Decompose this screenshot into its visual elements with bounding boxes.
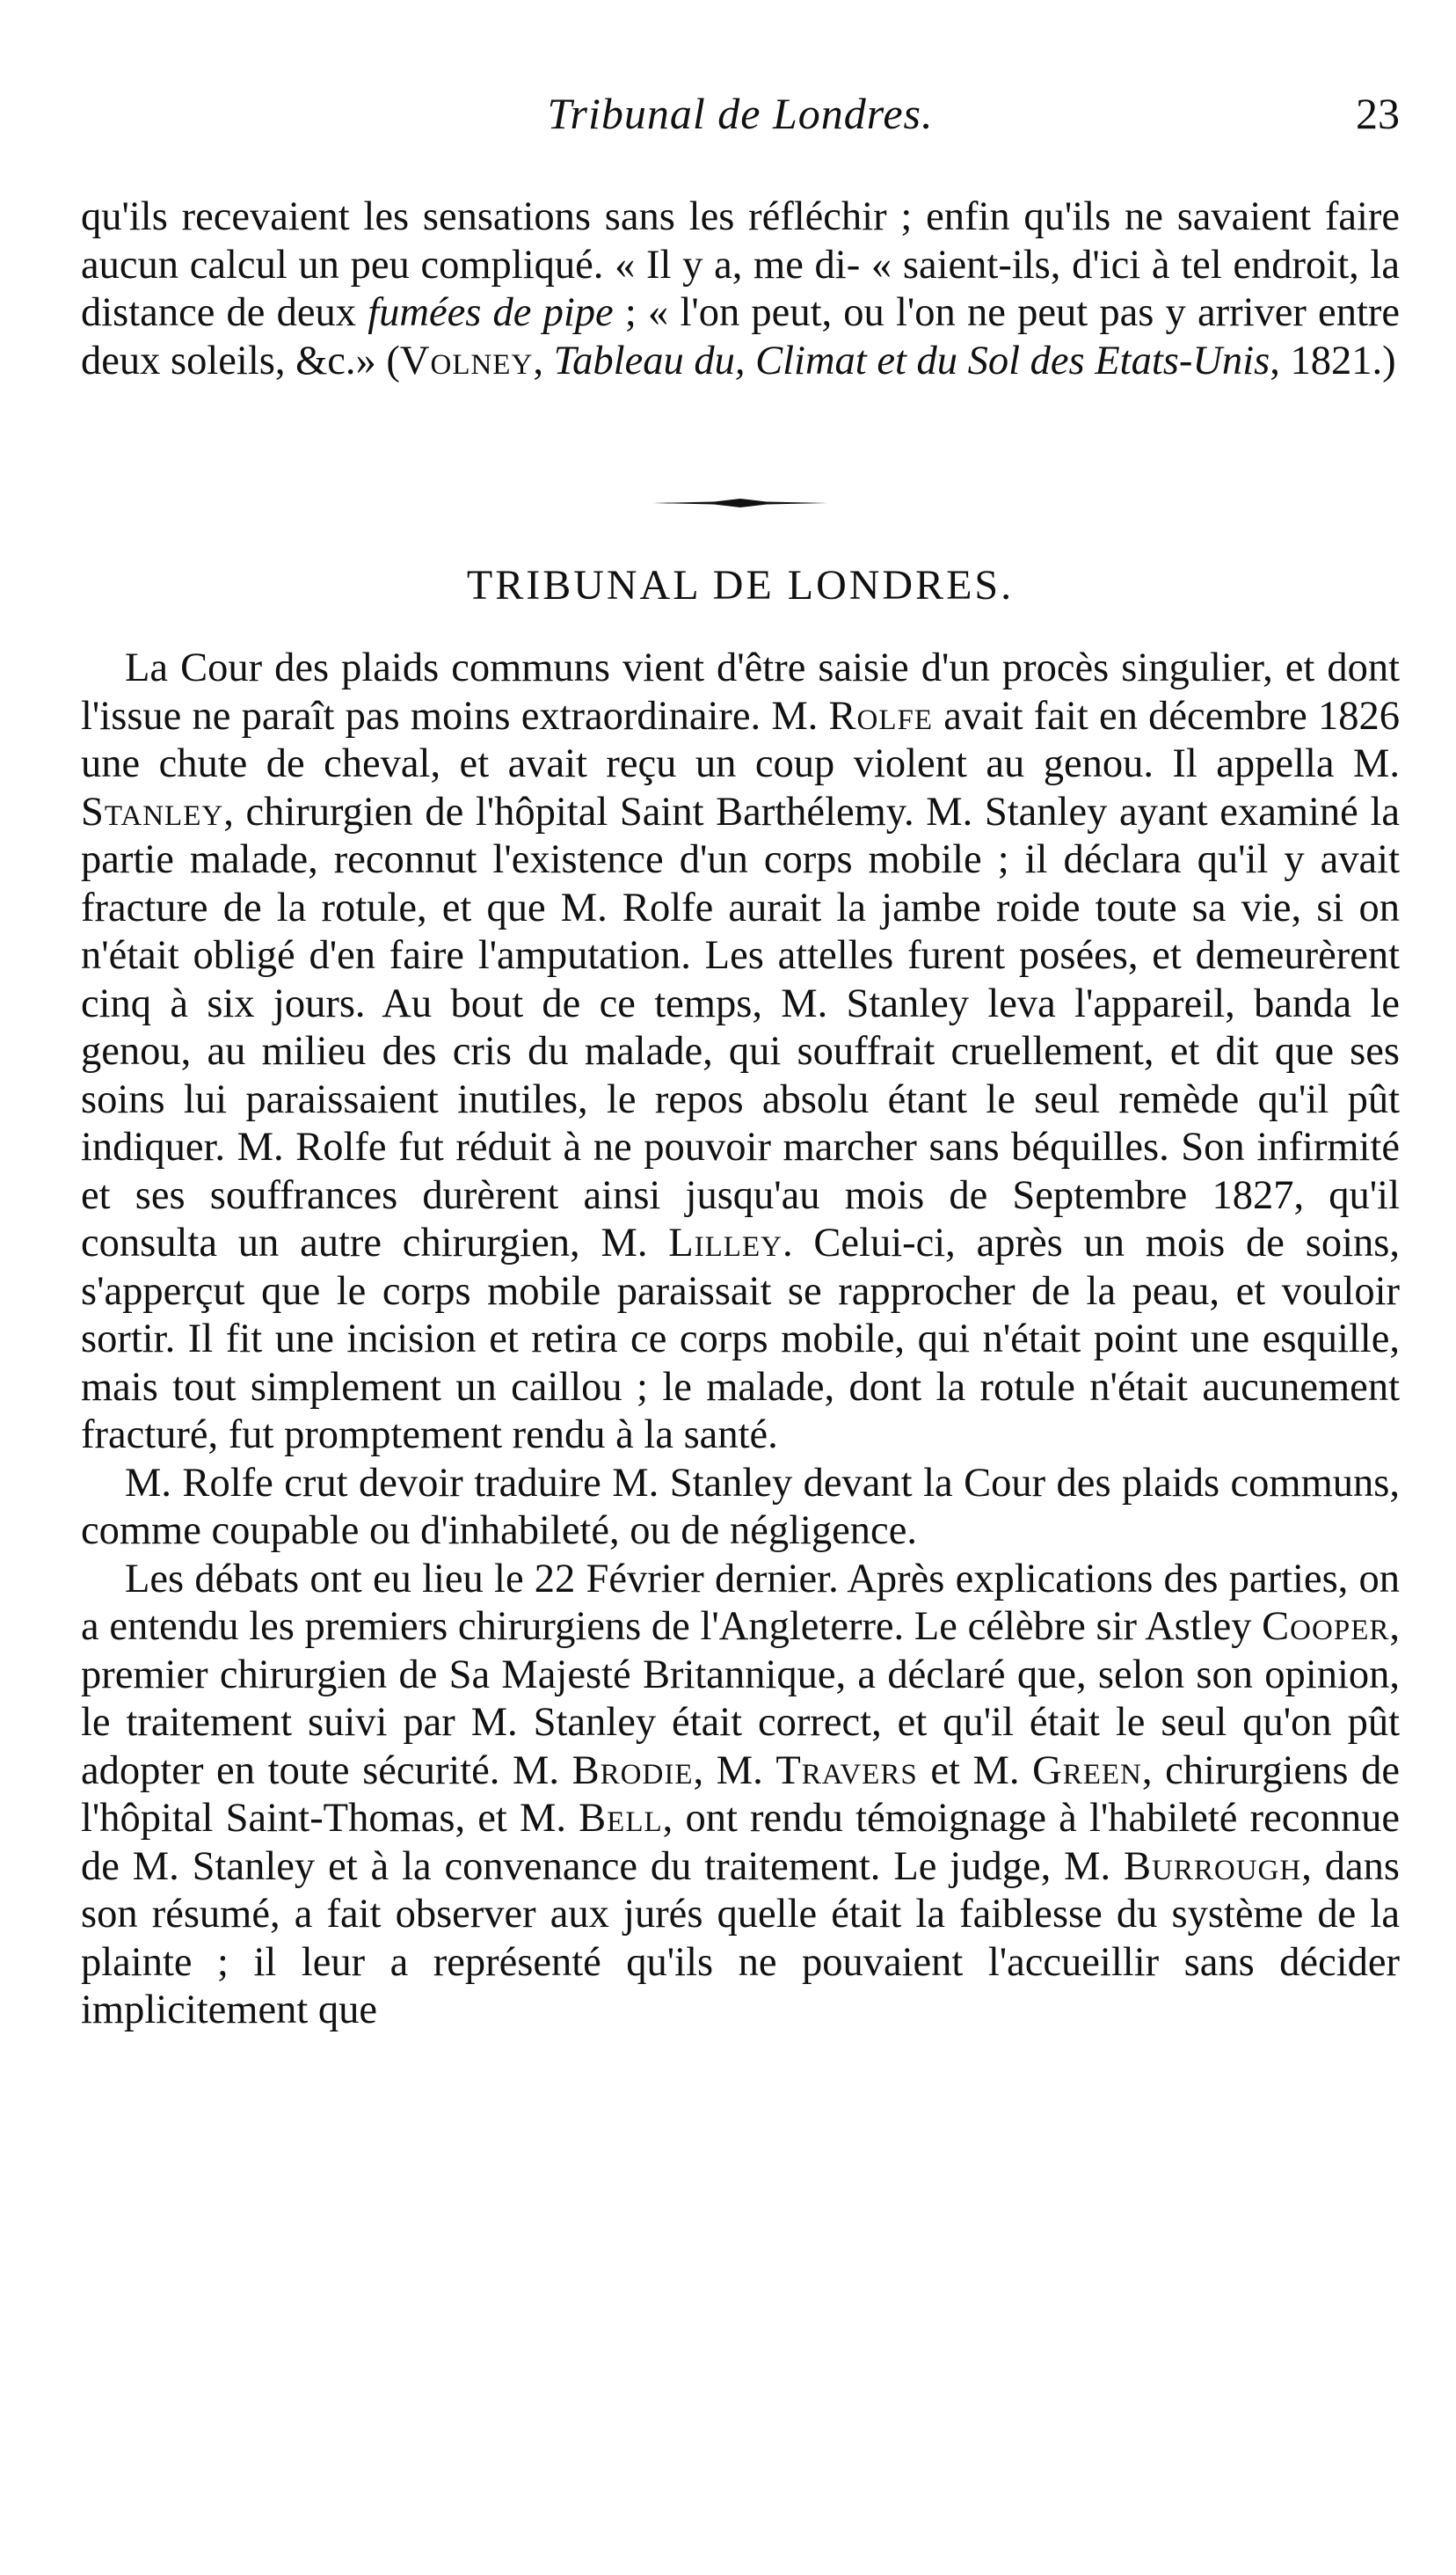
ornamental-divider: [652, 498, 828, 508]
page-number: 23: [1356, 89, 1400, 138]
name-travers: Travers: [775, 1747, 918, 1793]
paragraph-1: [81, 645, 1400, 1460]
intro-text: [81, 193, 1400, 385]
paragraph-2: M. Rolfe crut devoir traduire M. Stanley devant la Cour des plaids communs, comme coupable ou d'inhabileté, ou de négligence.: [81, 1460, 1400, 1553]
name-rolfe: Rolfe: [828, 693, 934, 739]
p1-text-d: . Celui-ci, après un mois de soins, s'apperçut que le corps mobile paraissait se rapprocher de la peau, et vouloir sortir. Il fit une incision et retira ce corps mobile, qui n'était point une esquille, mais tout simplement un caillou ; le malade, dont la rotule n'était aucunement fracturé, fut promptement rendu à la santé.: [81, 1221, 1400, 1457]
name-stanley: Stanley: [81, 789, 224, 835]
intro-text-d: , 1821.): [1270, 338, 1396, 383]
article-body: [81, 645, 1400, 2035]
name-burrough: Burrough: [1124, 1843, 1302, 1889]
name-brodie: Brodie: [571, 1747, 694, 1793]
section-title: TRIBUNAL DE LONDRES.: [466, 562, 1015, 609]
divider-rule: [652, 498, 828, 508]
intro-text-c: ,: [533, 338, 554, 383]
p1-text-a: La Cour des plaids communs vient d'être saisie d'un procès singulier, et dont l'issue ne paraît pas moins extraordinaire. M.: [81, 646, 1400, 739]
intro-italic-phrase: fumées de pipe: [368, 290, 614, 335]
intro-text-b: ; « l'on peut, ou l'on ne peut pas y arriver entre deux soleils, &c.» (: [81, 290, 1400, 383]
p1-text-c: , chirurgien de l'hôpital Saint Barthélemy. M. Stanley ayant examiné la partie malade, reconnut l'existence d'un corps mobile ; il déclara qu'il y avait fracture de la rotule, et que M. Rolfe aurait la jambe roide toute sa vie, si on n'était obligé d'en faire l'amputation. Les attelles furent posées, et demeurèrent cinq à six jours. Au bout de ce temps, M. Stanley leva l'appareil, banda le genou, au milieu des cris du malade, qui souffrait cruellement, et dit que ses soins lui paraissaient inutiles, le repos absolu étant le seul remède qu'il pût indiquer. M. Rolfe fut réduit à ne pouvoir marcher sans béquilles. Son infirmité et ses souffrances durèrent ainsi jusqu'au mois de Septembre 1827, qu'il consulta un autre chirurgien, M.: [81, 789, 1400, 1266]
intro-work-title: Tableau du, Climat et du Sol des Etats-Unis: [553, 338, 1270, 383]
name-green: Green: [1032, 1747, 1142, 1793]
p3-text-b: , premier chirurgien de Sa Majesté Britannique, a déclaré que, selon son opinion, le traitement suivi par M. Stanley était correct, et qu'il était le seul qu'on pût adopter en toute sécurité. M.: [81, 1604, 1400, 1793]
intro-paragraph: [81, 193, 1400, 385]
intro-text-a: qu'ils recevaient les sensations sans les réfléchir ; enfin qu'ils ne savaient faire aucun calcul un peu compliqué. « Il y a, me di- « saient-ils, d'ici à tel endroit, la distance de deux: [81, 194, 1400, 335]
name-lilley: Lilley: [668, 1221, 783, 1266]
p3-text-f: , ont rendu témoignage à l'habileté reconnue de M. Stanley et à la convenance du traitement. Le judge, M.: [81, 1796, 1401, 1889]
p3-text-e: , chirurgiens de l'hôpital Saint-Thomas, et M.: [81, 1747, 1400, 1841]
name-cooper: Cooper: [1262, 1604, 1390, 1649]
intro-author: Volney: [399, 338, 534, 383]
running-title: Tribunal de Londres.: [547, 89, 934, 138]
p1-text-b: avait fait en décembre 1826 une chute de cheval, et avait reçu un coup violent au genou. Il appella M.: [81, 693, 1400, 786]
paragraph-3: [81, 1556, 1400, 2035]
p3-text-c: , M.: [693, 1747, 776, 1793]
book-page: [81, 88, 1400, 2035]
p3-text-d: et M.: [917, 1747, 1033, 1793]
p3-text-a: Les débats ont eu lieu le 22 Février dernier. Après explications des parties, on a entendu les premiers chirurgiens de l'Angleterre. Le célèbre sir Astley: [81, 1556, 1400, 1649]
p3-text-g: , dans son résumé, a fait observer aux jurés quelle était la faiblesse du système de la plainte ; il leur a représenté qu'ils ne pouvaient l'accueillir sans décider implicitement que: [81, 1843, 1400, 2032]
name-bell: Bell: [579, 1796, 663, 1841]
running-header: [81, 88, 1400, 158]
